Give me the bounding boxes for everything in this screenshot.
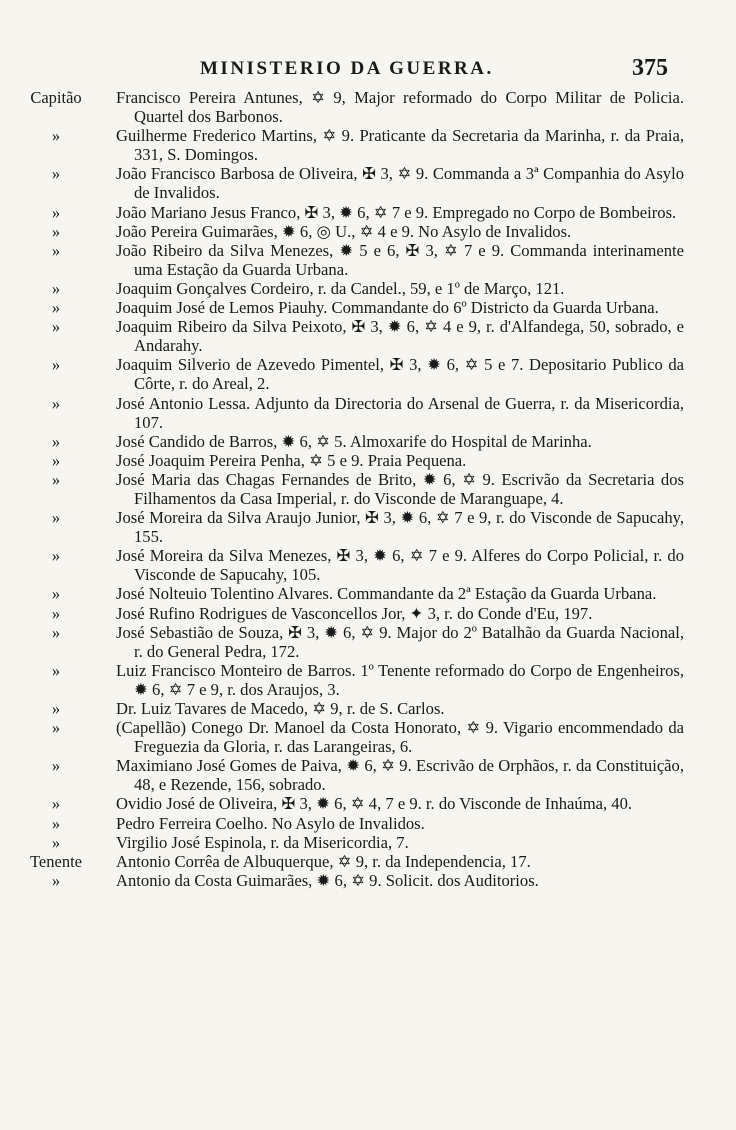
list-item: [0, 241, 736, 279]
page-number: 375: [632, 55, 668, 81]
list-item: [0, 451, 736, 470]
list-item: [0, 432, 736, 451]
entry-text: Joaquim José de Lemos Piauhy. Commandante do 6º Districto da Guarda Urbana.: [116, 298, 659, 318]
entry-text: Dr. Luiz Tavares de Macedo, ✡ 9, r. de S. Carlos.: [116, 699, 445, 718]
rank-label: »: [51, 660, 61, 680]
list-item: [0, 546, 736, 584]
list-item: [0, 298, 736, 317]
entry-text: Virgilio José Espinola, r. da Misericordia, 7.: [116, 832, 409, 852]
rank-label: »: [51, 317, 61, 337]
entry-text: José Joaquim Pereira Penha, ✡ 5 e 9. Praia Pequena.: [116, 450, 467, 470]
rank-label: »: [51, 469, 61, 489]
rank-label: »: [51, 126, 61, 146]
entry-text: José Sebastião de Souza, ✠ 3, ✹ 6, ✡ 9. Major do 2º Batalhão da Guarda Nacional, r. do General Pedra, 172.: [116, 622, 684, 661]
rank-label: Capitão: [30, 88, 82, 107]
rank-label: »: [51, 813, 61, 833]
entry-text: José Moreira da Silva Menezes, ✠ 3, ✹ 6, ✡ 7 e 9. Alferes do Corpo Policial, r. do Visconde de Sapucahy, 105.: [116, 546, 684, 585]
entry-text: Francisco Pereira Antunes, ✡ 9, Major reformado do Corpo Militar de Policia. Quartel dos Barbonos.: [116, 88, 684, 127]
page-header: [0, 55, 736, 88]
list-item: [0, 833, 736, 852]
list-item: [0, 852, 736, 871]
rank-label: »: [51, 584, 61, 604]
rank-label: »: [51, 221, 61, 241]
list-item: [0, 584, 736, 603]
list-item: [0, 126, 736, 164]
rank-label: »: [51, 431, 61, 451]
entry-text: Guilherme Frederico Martins, ✡ 9. Praticante da Secretaria da Marinha, r. da Praia, 331, S. Domingos.: [116, 126, 684, 165]
list-item: [0, 623, 736, 661]
rank-label: »: [51, 832, 61, 852]
entry-text: Pedro Ferreira Coelho. No Asylo de Invalidos.: [116, 813, 425, 833]
list-item: [0, 88, 736, 126]
list-item: [0, 814, 736, 833]
list-item: [0, 470, 736, 508]
rank-label: »: [51, 393, 61, 413]
rank-label: »: [51, 756, 61, 776]
entry-text: José Moreira da Silva Araujo Junior, ✠ 3, ✹ 6, ✡ 7 e 9, r. do Visconde de Sapucahy, 155.: [116, 508, 684, 547]
rank-label: »: [51, 278, 61, 298]
entry-text: João Pereira Guimarães, ✹ 6, ◎ U., ✡ 4 e 9. No Asylo de Invalidos.: [116, 221, 572, 241]
entry-text: João Ribeiro da Silva Menezes, ✹ 5 e 6, ✠ 3, ✡ 7 e 9. Commanda interinamente uma Estação da Guarda Urbana.: [116, 240, 684, 279]
list-item: [0, 317, 736, 355]
entry-text: Ovidio José de Oliveira, ✠ 3, ✹ 6, ✡ 4, 7 e 9. r. do Visconde de Inhaúma, 40.: [116, 794, 633, 814]
rank-label: »: [51, 202, 61, 222]
list-item: [0, 661, 736, 699]
rank-label: »: [51, 603, 61, 623]
entry-text: João Mariano Jesus Franco, ✠ 3, ✹ 6, ✡ 7 e 9. Empregado no Corpo de Bombeiros.: [116, 202, 677, 222]
entry-text: José Rufino Rodrigues de Vasconcellos Jor, ✦ 3, r. do Conde d'Eu, 197.: [116, 603, 593, 623]
list-item: [0, 279, 736, 298]
rank-label: »: [51, 240, 61, 260]
entry-text: Joaquim Silverio de Azevedo Pimentel, ✠ 3, ✹ 6, ✡ 5 e 7. Depositario Publico da Côrte, r. do Areal, 2.: [116, 355, 684, 394]
entry-text: José Nolteuio Tolentino Alvares. Commandante da 2ª Estação da Guarda Urbana.: [116, 584, 657, 604]
rank-label: »: [51, 699, 61, 718]
rank-label: Tenente: [30, 851, 82, 871]
list-item: [0, 508, 736, 546]
entry-text: José Maria das Chagas Fernandes de Brito, ✹ 6, ✡ 9. Escrivão da Secretaria dos Filhamentos da Casa Imperial, r. do Visconde de Maranguape, 4.: [116, 469, 684, 508]
list-item: [0, 604, 736, 623]
rank-label: »: [51, 355, 61, 375]
entry-text: Maximiano José Gomes de Paiva, ✹ 6, ✡ 9. Escrivão de Orphãos, r. da Constituição, 48, e Rezende, 156, sobrado.: [116, 756, 684, 795]
entry-text: Joaquim Ribeiro da Silva Peixoto, ✠ 3, ✹ 6, ✡ 4 e 9, r. d'Alfandega, 50, sobrado, e Andarahy.: [116, 317, 684, 356]
rank-label: »: [51, 164, 61, 184]
entry-text: Luiz Francisco Monteiro de Barros. 1º Tenente reformado do Corpo de Engenheiros, ✹ 6, ✡ 7 e 9, r. dos Araujos, 3.: [116, 660, 684, 699]
rank-label: »: [51, 508, 61, 528]
list-item: [0, 222, 736, 241]
list-item: [0, 164, 736, 202]
rank-label: »: [51, 450, 61, 470]
list-item: [0, 756, 736, 794]
entry-text: (Capellão) Conego Dr. Manoel da Costa Honorato, ✡ 9. Vigario encommendado da Freguezia da Gloria, r. das Larangeiras, 6.: [116, 718, 684, 757]
officer-list: [0, 88, 736, 890]
entry-text: José Candido de Barros, ✹ 6, ✡ 5. Almoxarife do Hospital de Marinha.: [116, 431, 592, 451]
entry-text: Antonio da Costa Guimarães, ✹ 6, ✡ 9. Solicit. dos Auditorios.: [116, 870, 539, 890]
rank-label: »: [51, 794, 61, 814]
list-item: [0, 203, 736, 222]
rank-label: »: [51, 622, 61, 642]
rank-label: »: [51, 870, 61, 890]
list-item: [0, 394, 736, 432]
list-item: [0, 355, 736, 393]
rank-label: »: [51, 718, 61, 738]
list-item: [0, 699, 736, 718]
entry-text: Joaquim Gonçalves Cordeiro, r. da Candel., 59, e 1º de Março, 121.: [116, 278, 565, 298]
rank-label: »: [51, 546, 61, 566]
list-item: [0, 794, 736, 813]
page-title: MINISTERIO DA GUERRA.: [200, 58, 494, 79]
entry-text: João Francisco Barbosa de Oliveira, ✠ 3, ✡ 9. Commanda a 3ª Companhia do Asylo de Invalidos.: [116, 164, 684, 203]
rank-label: »: [51, 298, 61, 318]
entry-text: Antonio Corrêa de Albuquerque, ✡ 9, r. da Independencia, 17.: [116, 851, 531, 871]
list-item: [0, 871, 736, 890]
entry-text: José Antonio Lessa. Adjunto da Directoria do Arsenal de Guerra, r. da Misericordia, 107.: [116, 393, 684, 432]
list-item: [0, 718, 736, 756]
